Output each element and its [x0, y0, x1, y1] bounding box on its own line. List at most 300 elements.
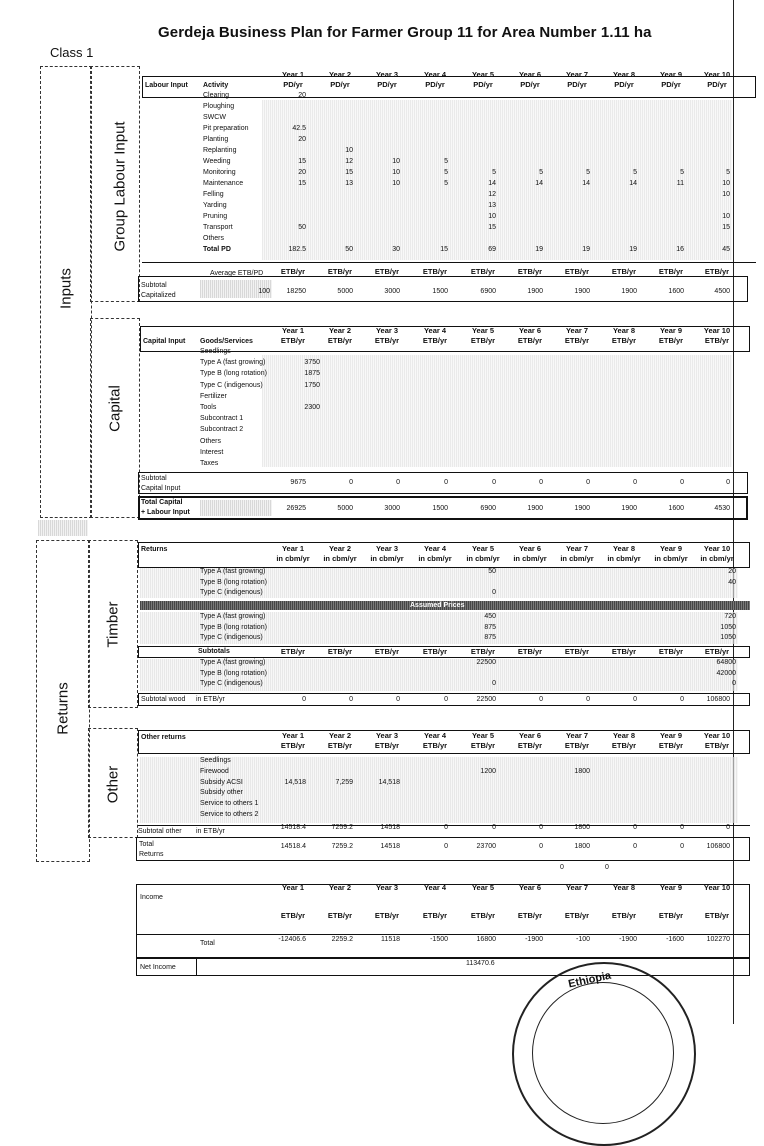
capital-unit-6: ETB/yr	[517, 336, 543, 345]
labour-activity: Pruning	[203, 213, 228, 220]
capital-total-label2: + Labour Input	[141, 509, 190, 516]
other-subtotal-10: 0	[726, 824, 730, 831]
timber-wood-8: 0	[633, 696, 637, 703]
labour-value-4: 5	[444, 158, 448, 165]
timber-price-label: Type B (long rotation)	[200, 623, 267, 631]
capital-item: Others	[200, 437, 222, 445]
labour-activity: Weeding	[203, 158, 231, 165]
capital-year-3: Year 3	[375, 326, 399, 335]
labour-unit-5: PD/yr	[473, 80, 493, 89]
timber-etb-unit: ETB/yr	[611, 647, 637, 656]
capital-total-shade	[200, 500, 272, 516]
timber-year-4: Year 4	[423, 544, 447, 553]
capital-subtotal-2: 0	[349, 479, 353, 486]
income-unit: ETB/yr	[658, 911, 684, 920]
other-total-2: 7259.2	[331, 843, 353, 850]
timber-year-2: Year 2	[328, 544, 352, 553]
other-subtotal-8: 0	[633, 824, 637, 831]
labour-value-3: 10	[392, 158, 400, 165]
timber-wood-6: 0	[539, 696, 543, 703]
capital-value: 2300	[304, 404, 320, 411]
timber-etb-unit: ETB/yr	[327, 647, 353, 656]
labour-capitalized-5: 6900	[480, 288, 496, 295]
avg-label: Average ETB/PD	[210, 270, 264, 277]
timber-wood-10: 106800	[706, 696, 730, 703]
labour-value-7: 19	[582, 246, 590, 253]
labour-value-10: 45	[722, 246, 730, 253]
labour-value-8: 19	[629, 246, 637, 253]
labour-value-10: 10	[722, 213, 730, 220]
timber-year-1: Year 1	[281, 544, 305, 553]
other-year-6: Year 6	[518, 731, 542, 740]
labour-rule	[142, 262, 756, 263]
labour-value-7: 5	[586, 169, 590, 176]
labour-unit-1: PD/yr	[283, 80, 303, 89]
other-zero-1: 0	[560, 864, 564, 871]
labour-activity: Replanting	[203, 147, 237, 154]
other-subtotal-1: 14518.4	[280, 824, 306, 831]
income-unit: ETB/yr	[611, 911, 637, 920]
labour-activity: Planting	[203, 136, 229, 143]
income-unit: ETB/yr	[374, 911, 400, 920]
other-label: Other	[104, 765, 122, 804]
timber-volume-y5: 50	[488, 568, 496, 575]
labour-value-4: 5	[444, 180, 448, 187]
labour-value-1: 20	[298, 169, 306, 176]
labour-year-7: Year 7	[565, 70, 589, 79]
income-unit: ETB/yr	[704, 911, 730, 920]
timber-unit-6: in cbm/yr	[513, 554, 547, 563]
timber-volume-y10: 40	[728, 578, 736, 586]
capital-col1: Capital Input	[143, 338, 186, 345]
income-year-10: Year 10	[703, 883, 731, 892]
other-total-4: 0	[444, 843, 448, 850]
labour-value-9: 11	[676, 180, 684, 187]
timber-subtotal-y5: 22500	[476, 659, 496, 666]
capital-total-5: 6900	[480, 505, 496, 512]
labour-year-6: Year 6	[518, 70, 542, 79]
income-label: Income	[140, 894, 163, 901]
other-year-2: Year 2	[328, 731, 352, 740]
labour-value-8: 5	[633, 169, 637, 176]
income-unit: ETB/yr	[564, 911, 590, 920]
capital-unit-3: ETB/yr	[374, 336, 400, 345]
timber-label: Timber	[104, 601, 122, 648]
labour-value-2: 15	[345, 169, 353, 176]
other-value-2: 7,259	[335, 778, 353, 786]
income-year-6: Year 6	[518, 883, 542, 892]
capital-shade	[262, 355, 732, 467]
capital-item: Taxes	[200, 460, 219, 467]
labour-capitalized-6: 1900	[527, 288, 543, 295]
labour-value-1: 182.5	[288, 246, 306, 253]
labour-activity: Others	[203, 235, 225, 242]
other-year-7: Year 7	[565, 731, 589, 740]
labour-value-1: 20	[298, 92, 306, 99]
other-return-label: Service to others 1	[200, 800, 259, 808]
timber-price-y10: 1050	[720, 623, 736, 631]
other-year-5: Year 5	[471, 731, 495, 740]
timber-year-10: Year 10	[703, 544, 731, 553]
timber-subtotal-y10: 64800	[716, 659, 736, 666]
income-box	[136, 884, 750, 958]
other-subtotal-label: Subtotal other	[138, 828, 182, 835]
capital-value: 1750	[304, 381, 320, 389]
capital-year-10: Year 10	[703, 326, 731, 335]
capital-input-label: Capital Input	[141, 485, 181, 492]
other-total-8: 0	[633, 843, 637, 850]
timber-subtotal-y10: 42000	[716, 669, 736, 677]
other-total-7: 1800	[574, 843, 590, 850]
labour-value-10: 10	[722, 191, 730, 198]
other-total-9: 0	[680, 843, 684, 850]
other-unit-6: ETB/yr	[517, 741, 543, 750]
labour-unit-9: PD/yr	[661, 80, 681, 89]
labour-year-8: Year 8	[612, 70, 636, 79]
other-unit-5: ETB/yr	[470, 741, 496, 750]
timber-etb-unit: ETB/yr	[704, 647, 730, 656]
income-year-7: Year 7	[565, 883, 589, 892]
capital-unit-1: ETB/yr	[280, 336, 306, 345]
timber-unit-4: in cbm/yr	[418, 554, 452, 563]
income-unit: ETB/yr	[422, 911, 448, 920]
labour-subtotal-label: Subtotal	[141, 282, 167, 289]
other-unit-7: ETB/yr	[564, 741, 590, 750]
returns-label: Returns	[54, 682, 72, 735]
labour-etb-unit: ETB/yr	[422, 267, 448, 276]
timber-wood-5: 22500	[476, 696, 496, 703]
capital-total-7: 1900	[574, 505, 590, 512]
labour-value-3: 10	[392, 180, 400, 187]
capital-subtotal-5: 0	[492, 479, 496, 486]
other-unit-4: ETB/yr	[422, 741, 448, 750]
labour-value-1: 50	[298, 224, 306, 231]
subtotal-wood-unit: in ETB/yr	[196, 696, 225, 703]
labour-value-10: 5	[726, 169, 730, 176]
income-year-2: Year 2	[328, 883, 352, 892]
net-income-value: 113470.6	[466, 960, 495, 967]
labour-activity: Monitoring	[203, 169, 236, 176]
seal-text: Ethiopia	[567, 969, 613, 991]
capital-item: Type A (fast growing)	[200, 359, 266, 367]
other-subtotal-7: 1800	[574, 824, 590, 831]
other-unit-10: ETB/yr	[704, 741, 730, 750]
income-unit: ETB/yr	[470, 911, 496, 920]
labour-value-9: 16	[676, 246, 684, 253]
timber-etb-unit: ETB/yr	[564, 647, 590, 656]
other-year-4: Year 4	[423, 731, 447, 740]
income-year-5: Year 5	[471, 883, 495, 892]
labour-year-3: Year 3	[375, 70, 399, 79]
labour-year-4: Year 4	[423, 70, 447, 79]
labour-value-4: 5	[444, 169, 448, 176]
capital-unit-8: ETB/yr	[611, 336, 637, 345]
other-total-6: 0	[539, 843, 543, 850]
capital-value: 1875	[304, 370, 320, 378]
capital-subtotal-6: 0	[539, 479, 543, 486]
labour-col2: Activity	[203, 82, 229, 89]
labour-capitalized-2: 5000	[337, 288, 353, 295]
other-year-9: Year 9	[659, 731, 683, 740]
capital-subtotal-3: 0	[396, 479, 400, 486]
labour-value-5: 15	[488, 224, 496, 231]
timber-unit-5: in cbm/yr	[466, 554, 500, 563]
income-total-7: -100	[575, 936, 590, 943]
timber-etb-unit: ETB/yr	[517, 647, 543, 656]
timber-year-9: Year 9	[659, 544, 683, 553]
labour-value-4: 15	[440, 246, 448, 253]
capital-year-1: Year 1	[281, 326, 305, 335]
labour-value-5: 5	[492, 169, 496, 176]
capital-total-1: 26925	[286, 505, 306, 512]
timber-volume-label: Type C (indigenous)	[200, 589, 263, 596]
income-year-3: Year 3	[375, 883, 399, 892]
capital-year-7: Year 7	[565, 326, 589, 335]
timber-subtotal-y10: 0	[732, 680, 736, 687]
net-income-divider	[196, 958, 197, 976]
labour-capitalized-7: 1900	[574, 288, 590, 295]
labour-activity: Ploughing	[203, 103, 235, 110]
labour-value-1: 42.5	[292, 125, 306, 132]
labour-activity: Total PD	[203, 246, 231, 253]
labour-value-5: 13	[488, 202, 496, 209]
subtotal-wood-label: Subtotal wood	[141, 696, 186, 703]
labour-value-6: 19	[535, 246, 543, 253]
labour-col1: Labour Input	[145, 82, 188, 89]
capital-subtotal-1: 9675	[290, 479, 306, 486]
labour-unit-8: PD/yr	[614, 80, 634, 89]
other-total-label2: Returns	[139, 851, 164, 858]
timber-unit-8: in cbm/yr	[607, 554, 641, 563]
other-return-label: Firewood	[200, 767, 229, 775]
labour-capitalized-10: 4500	[714, 288, 730, 295]
other-subtotal-unit: in ETB/yr	[196, 828, 225, 835]
other-unit-8: ETB/yr	[611, 741, 637, 750]
capital-subtotal-label: Subtotal	[141, 475, 167, 482]
capital-year-4: Year 4	[423, 326, 447, 335]
timber-year-6: Year 6	[518, 544, 542, 553]
timber-price-y10: 1050	[720, 634, 736, 641]
timber-subtotals-label: Subtotals	[198, 648, 230, 655]
timber-etb-unit: ETB/yr	[280, 647, 306, 656]
capital-total-label1: Total Capital	[141, 499, 183, 506]
labour-activity: Pit preparation	[203, 125, 249, 132]
income-year-9: Year 9	[659, 883, 683, 892]
labour-value-2: 10	[345, 147, 353, 154]
other-value-3: 14,518	[378, 778, 400, 786]
income-total-9: -1600	[666, 936, 684, 943]
class-label: Class 1	[50, 45, 94, 60]
other-subtotal-5: 0	[492, 824, 496, 831]
labour-capitalized-3: 3000	[384, 288, 400, 295]
timber-unit-7: in cbm/yr	[560, 554, 594, 563]
capital-subtotal-8: 0	[633, 479, 637, 486]
net-income-label: Net Income	[140, 964, 176, 971]
capital-total-3: 3000	[384, 505, 400, 512]
timber-price-label: Type A (fast growing)	[200, 613, 266, 620]
labour-unit-4: PD/yr	[425, 80, 445, 89]
income-total-4: -1500	[430, 936, 448, 943]
capital-unit-2: ETB/yr	[327, 336, 353, 345]
labour-value-7: 14	[582, 180, 590, 187]
page-title: Gerdeja Business Plan for Farmer Group 11 for Area Number 1.11 ha	[158, 24, 652, 41]
capital-item: Interest	[200, 448, 224, 456]
other-return-label: Subsidy ACSI	[200, 778, 243, 786]
capital-total-9: 1600	[668, 505, 684, 512]
labour-value-10: 10	[722, 180, 730, 187]
labour-value-10: 15	[722, 224, 730, 231]
capital-total-8: 1900	[621, 505, 637, 512]
other-unit-1: ETB/yr	[280, 741, 306, 750]
labour-unit-10: PD/yr	[707, 80, 727, 89]
income-total-3: 11518	[381, 936, 400, 943]
timber-price-y5: 450	[484, 613, 496, 620]
other-total-10: 106800	[706, 843, 730, 850]
capital-item: Subcontract 2	[200, 426, 244, 434]
labour-capitalized-label: Capitalized	[141, 292, 176, 299]
other-value-1: 14,518	[284, 778, 306, 786]
labour-etb-unit: ETB/yr	[658, 267, 684, 276]
labour-unit-2: PD/yr	[330, 80, 350, 89]
timber-subtotal-label: Type B (long rotation)	[200, 669, 267, 677]
capital-year-2: Year 2	[328, 326, 352, 335]
timber-wood-9: 0	[680, 696, 684, 703]
capital-total-2: 5000	[337, 505, 353, 512]
capital-item: Subcontract 1	[200, 415, 244, 423]
capital-unit-4: ETB/yr	[422, 336, 448, 345]
other-value-5: 1200	[480, 767, 496, 775]
capital-unit-7: ETB/yr	[564, 336, 590, 345]
timber-etb-unit: ETB/yr	[374, 647, 400, 656]
official-seal	[512, 962, 696, 1146]
capital-total-4: 1500	[432, 505, 448, 512]
other-zero-2: 0	[605, 864, 609, 871]
labour-capitalized-8: 1900	[621, 288, 637, 295]
capital-value: 3750	[304, 359, 320, 367]
timber-volume-y10: 20	[728, 568, 736, 575]
income-unit: ETB/yr	[327, 911, 353, 920]
labour-activity: Felling	[203, 191, 224, 198]
other-unit-9: ETB/yr	[658, 741, 684, 750]
net-income-box	[136, 958, 750, 976]
labour-value-6: 5	[539, 169, 543, 176]
other-unit-2: ETB/yr	[327, 741, 353, 750]
income-unit: ETB/yr	[280, 911, 306, 920]
avg-value: 100	[258, 288, 270, 295]
other-return-label: Subsidy other	[200, 789, 243, 797]
other-subtotal-9: 0	[680, 824, 684, 831]
income-total-8: -1900	[619, 936, 637, 943]
other-subtotal-6: 0	[539, 824, 543, 831]
income-total-1: -12406.6	[278, 936, 306, 943]
capital-col2: Goods/Services	[200, 338, 253, 345]
timber-wood-4: 0	[444, 696, 448, 703]
timber-wood-2: 0	[349, 696, 353, 703]
other-subtotal-4: 0	[444, 824, 448, 831]
labour-etb-unit: ETB/yr	[327, 267, 353, 276]
labour-value-5: 69	[488, 246, 496, 253]
timber-volume-label: Type B (long rotation)	[200, 578, 267, 586]
timber-price-label: Type C (indigenous)	[200, 634, 263, 641]
labour-value-5: 14	[488, 180, 496, 187]
labour-value-2: 13	[345, 180, 353, 187]
timber-year-5: Year 5	[471, 544, 495, 553]
labour-value-9: 5	[680, 169, 684, 176]
labour-etb-unit: ETB/yr	[374, 267, 400, 276]
labour-etb-unit: ETB/yr	[611, 267, 637, 276]
timber-price-y5: 875	[484, 623, 496, 631]
labour-unit-7: PD/yr	[567, 80, 587, 89]
labour-value-2: 12	[345, 158, 353, 165]
income-total-6: -1900	[525, 936, 543, 943]
labour-etb-unit: ETB/yr	[564, 267, 590, 276]
labour-activity: Yarding	[203, 202, 227, 209]
income-year-1: Year 1	[281, 883, 305, 892]
labour-etb-unit: ETB/yr	[704, 267, 730, 276]
capital-subtotal-9: 0	[680, 479, 684, 486]
timber-col1: Returns	[141, 546, 168, 553]
capital-label: Capital	[106, 385, 124, 432]
labour-value-1: 15	[298, 180, 306, 187]
capital-item: Type C (indigenous)	[200, 381, 263, 389]
labour-etb-unit: ETB/yr	[517, 267, 543, 276]
labour-value-5: 12	[488, 191, 496, 198]
other-total-3: 14518	[380, 843, 400, 850]
labour-capitalized-4: 1500	[432, 288, 448, 295]
capital-total-10: 4530	[714, 505, 730, 512]
timber-subtotal-label: Type C (indigenous)	[200, 680, 263, 687]
group-labour-label: Group Labour Input	[111, 121, 129, 252]
income-total-5: 16800	[476, 936, 496, 943]
labour-value-6: 14	[535, 180, 543, 187]
other-year-8: Year 8	[612, 731, 636, 740]
official-seal-inner-ring	[532, 982, 674, 1124]
other-value-7: 1800	[574, 767, 590, 775]
labour-value-3: 10	[392, 169, 400, 176]
timber-etb-unit: ETB/yr	[470, 647, 496, 656]
timber-unit-9: in cbm/yr	[654, 554, 688, 563]
timber-unit-1: in cbm/yr	[276, 554, 310, 563]
capital-total-6: 1900	[527, 505, 543, 512]
labour-value-5: 10	[488, 213, 496, 220]
capital-year-5: Year 5	[471, 326, 495, 335]
timber-subtotal-label: Type A (fast growing)	[200, 659, 266, 666]
capital-year-9: Year 9	[659, 326, 683, 335]
labour-value-8: 14	[629, 180, 637, 187]
labour-value-1: 20	[298, 136, 306, 143]
income-total-label: Total	[200, 940, 215, 947]
capital-subtotal-7: 0	[586, 479, 590, 486]
other-total-5: 23700	[476, 843, 496, 850]
capital-subtotal-10: 0	[726, 479, 730, 486]
income-total-2: 2259.2	[331, 936, 353, 943]
capital-year-8: Year 8	[612, 326, 636, 335]
other-total-label1: Total	[139, 841, 154, 848]
timber-price-y5: 875	[484, 634, 496, 641]
income-year-4: Year 4	[423, 883, 447, 892]
labour-unit-3: PD/yr	[377, 80, 397, 89]
other-return-label: Seedlings	[200, 757, 231, 764]
capital-year-6: Year 6	[518, 326, 542, 335]
labour-year-10: Year 10	[703, 70, 731, 79]
timber-price-y10: 720	[724, 613, 736, 620]
other-subtotal-3: 14518	[380, 824, 400, 831]
capital-item: Fertilizer	[200, 392, 227, 400]
capital-item: Type B (long rotation)	[200, 370, 267, 378]
other-col1: Other returns	[141, 734, 186, 741]
timber-volume-label: Type A (fast growing)	[200, 568, 266, 575]
timber-year-8: Year 8	[612, 544, 636, 553]
